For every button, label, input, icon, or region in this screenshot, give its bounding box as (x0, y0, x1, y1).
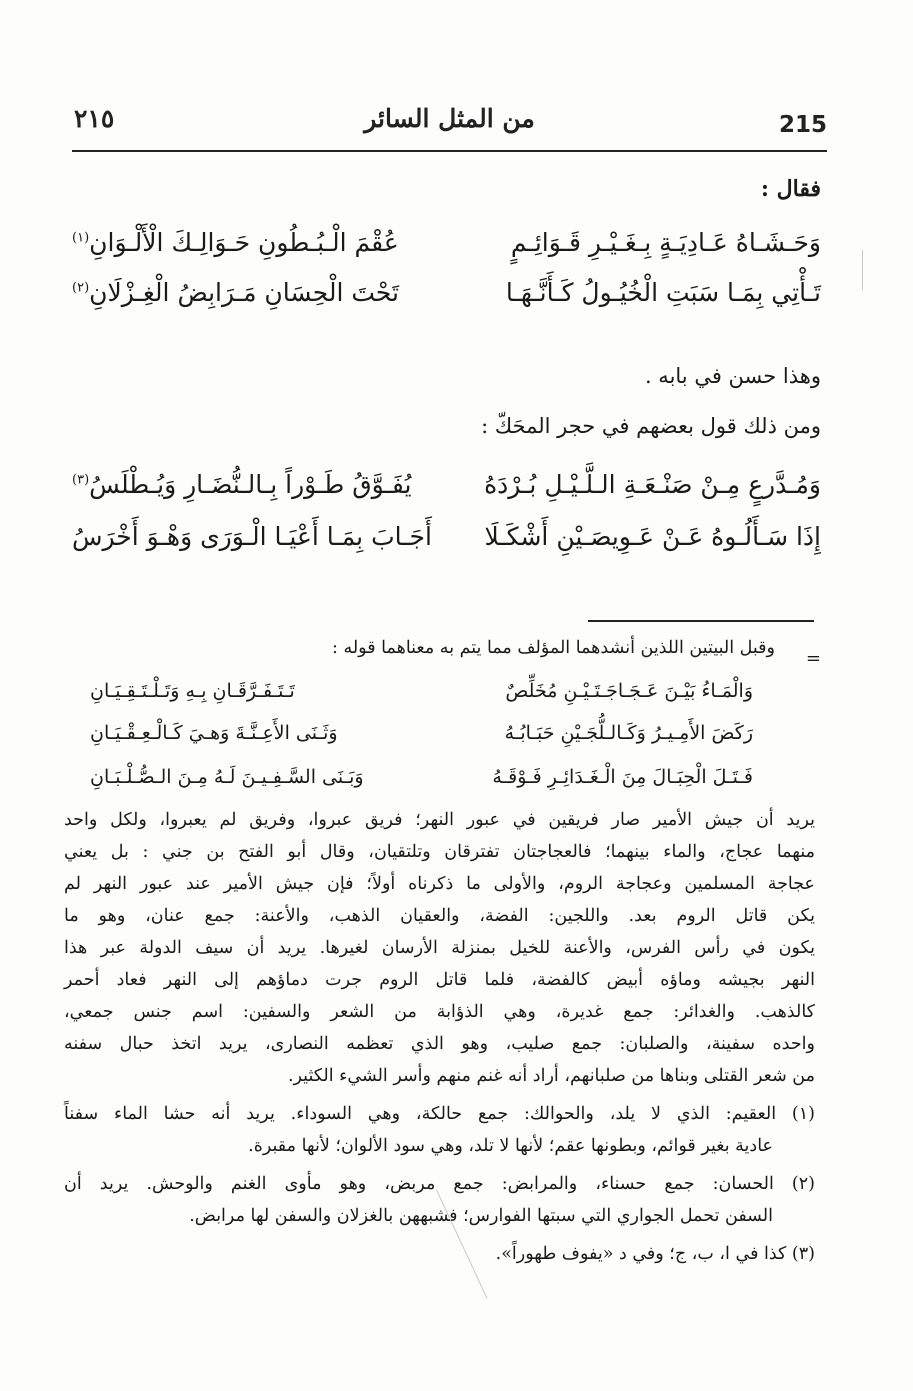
verse-first-hemistich: إِذَا سَـأَلُـوهُ عَـنْ عَـوِيصَـيْنِ أَشْكَـلَا (484, 522, 821, 551)
footnote-intro: وقبل البيتين اللذين أنشدهما المؤلف مما يتم به معناهما قوله : (332, 638, 775, 658)
verse-first-hemistich: فَـتَـلَ الْحِبَـالَ مِنَ الْـغَـدَائِـرِ فَـوْقَـهُ (492, 766, 753, 788)
verse-first-hemistich: رَكَضَ الأَمِـيـرُ وَكَـالـلُّجَـيْنِ حَبَـابُـهُ (504, 722, 753, 744)
footnote-2: (٢) الحسان: جمع حسناء، والمرابض: جمع مربض، وهو مأوى الغنم والوحش. يريد أن (64, 1174, 815, 1194)
verse-second-hemistich: تَـتَـفَـرَّقَـانِ بِـهِ وَتَـلْـتَـقِـيَـانِ (90, 680, 295, 702)
intro-line: ومن ذلك قول بعضهم في حجر المحَكّ : (481, 414, 821, 438)
running-title: من المثل السائر (364, 104, 535, 133)
verse-first-hemistich: وَالْمَـاءُ بَيْـنَ عَـجَـاجَـتَـيْـنِ مُخَلِّصٌ (505, 680, 753, 702)
comment-line: وهذا حسن في بابه . (644, 364, 821, 388)
verse-row (72, 278, 821, 318)
commentary-line: النهر بجيشه وماؤه أبيض كالفضة، فلما قاتل الروم جرت دماؤهم إلى النهر فعاد أحمر (64, 970, 815, 990)
scan-artifact (862, 250, 863, 290)
footnote-1-continued: عادية بغير قوائم، وبطونها عقم؛ لأنها لا تلد، وهي سود الألوان؛ لأنها مقبرة. (248, 1136, 773, 1156)
verse-second-hemistich (72, 522, 432, 551)
verse-second-hemistich (72, 470, 411, 499)
footnote-2-continued: السفن تحمل الجواري التي سبتها الفوارس؛ فشبههن بالغزلان والسفن لها مرابض. (189, 1206, 773, 1226)
footnote-ref: (٣) (72, 472, 90, 488)
verse-second-hemistich (72, 278, 399, 307)
verse-first-hemistich: تَـأْتِي بِمَـا سَبَتِ الْخُيُـولُ كَـأَنَّـهَـا (505, 278, 821, 307)
verse-first-hemistich: وَحَـشَـاهُ عَـادِيَـةٍ بِـغَـيْـرِ قَـوَائِـمٍ (510, 228, 821, 257)
footnote-ref: (٢) (72, 280, 90, 296)
page-number-arabic: ٢١٥ (74, 104, 115, 133)
footnote-ref: (١) (72, 230, 90, 246)
verse-row (72, 470, 821, 510)
verse-second-hemistich: وَبَـنَى السَّـفِـيـنَ لَـهُ مِـنَ الـصُّـلْـبَـانِ (90, 766, 364, 788)
footnote-separator (588, 620, 814, 622)
verse-text: عُقْمَ الْـبُـطُونِ حَـوَالِـكَ الْأَلْـوَانِ (89, 228, 399, 257)
verse-text: يُفَـوَّقُ طَـوْراً بِـالـنُّضَـارِ وَيُـطْلَسُ (89, 470, 412, 499)
commentary-line: من شعر القتلى وبناها من صلبانهم، أراد أنه غنم منهم وأسر الشيء الكثير. (287, 1066, 815, 1086)
commentary-line: كالذهب. والغدائر: جمع غديرة، وهي الذؤابة من الشعر والسفين: اسم جنس جمعي، (64, 1002, 815, 1022)
footnote-verse-row (90, 766, 753, 794)
header-rule (72, 150, 827, 152)
footnote-3: (٣) كذا في ا، ب، ج؛ وفي د «يفوف طهوراً». (495, 1244, 815, 1264)
page-header (72, 98, 827, 148)
commentary-line: يكون في رأس الفرس، والأعنة للخيل بمنزلة الأرسان لغيرها. يريد أن سيف الدولة عبر هذا (64, 938, 815, 958)
verse-second-hemistich: وَثَـنَى الأَعِـنَّـةَ وَهـيَ كَـالْـعِـقْـيَـانِ (90, 722, 338, 744)
intro-line: فقال : (760, 176, 821, 202)
verse-text: تَحْتَ الْحِسَانِ مَـرَابِضُ الْغِـزْلَانِ (89, 278, 400, 307)
commentary-line: يكن قاتل الروم بعد. واللجين: الفضة، والعقيان الذهب، والأعنة: جمع عنان، وهو ما (64, 906, 815, 926)
commentary-line: منهما عجاج، والماء بينهما؛ فالعجاجتان تفترقان وتلتقيان، وقال أبو الفتح بن جني : بل يعني (64, 842, 815, 862)
footnote-1: (١) العقيم: الذي لا يلد، والحوالك: جمع حالكة، وهي السوداء. يريد أنه حشا الماء سفناً (64, 1104, 815, 1124)
verse-second-hemistich (72, 228, 399, 257)
continuation-mark: = (805, 648, 821, 669)
page-number-latin: 215 (778, 112, 827, 138)
commentary-line: واحده سفينة، والصلبان: جمع صليب، وهو الذي تعظمه النصارى، يريد اتخذ حبال سفنه (64, 1034, 815, 1054)
verse-text: أَجَـابَ بِمَـا أَعْيَـا الْـوَرَى وَهْـوَ أَخْرَسُ (72, 522, 432, 551)
footnote-verse-row (90, 722, 753, 750)
verse-first-hemistich: وَمُـدَّرعٍ مِـنْ صَنْـعَـةِ الـلَّـيْـلِ بُـرْدَهُ (484, 470, 821, 499)
footnote-verse-row (90, 680, 753, 708)
verse-row (72, 228, 821, 268)
commentary-line: عجاجة المسلمين وعجاجة الروم، والأولى ما ذكرناه أولاً؛ فإن جيش الأمير عند عبور النهر لم (64, 874, 815, 894)
commentary-line: يريد أن جيش الأمير صار فريقين في عبور النهر؛ فريق عبروا، وفريق لم يعبروا، ولكل واحد (64, 810, 815, 830)
verse-row (72, 522, 821, 562)
